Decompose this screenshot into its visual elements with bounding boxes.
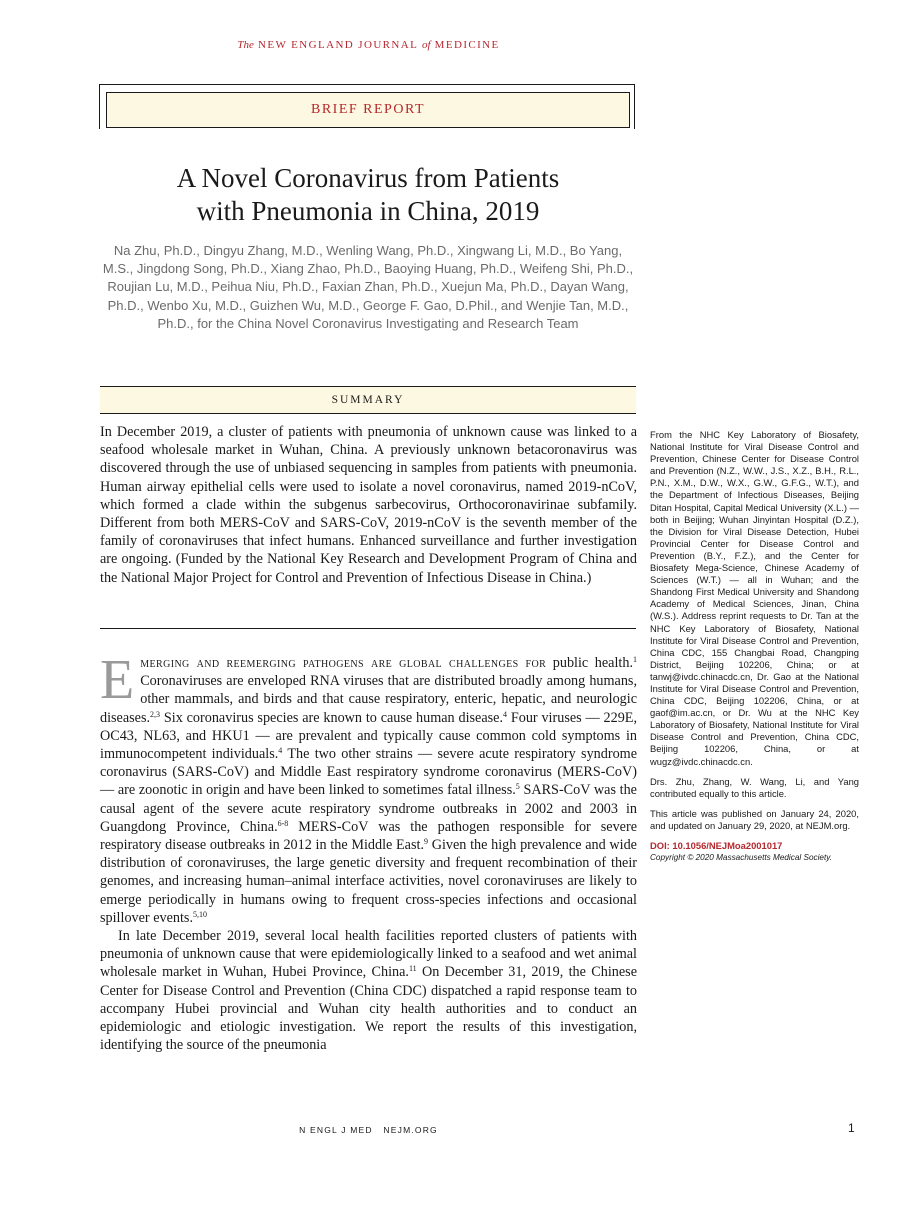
summary-heading: SUMMARY: [100, 386, 636, 414]
journal-name: NEW ENGLAND JOURNAL: [257, 39, 418, 51]
summary-divider: [100, 628, 636, 629]
publication-note: This article was published on January 24, 2020, and updated on January 29, 2020, at NEJM.org.: [650, 807, 859, 831]
report-type-label: BRIEF REPORT: [106, 92, 630, 128]
citation: 4: [278, 746, 283, 756]
article-title-line-2: with Pneumonia in China, 2019: [196, 196, 540, 226]
author-list: Na Zhu, Ph.D., Dingyu Zhang, M.D., Wenling Wang, Ph.D., Xingwang Li, M.D., Bo Yang, M.S., Jingdong Song, Ph.D., Xiang Zhao, Ph.D., Baoying Huang, Ph.D., Weifeng Shi, Ph.D., Roujian Lu, M.D., Peihua Niu, Ph.D., Faxian Zhan, Ph.D., Xuejun Ma, Ph.D., Dayan Wang, Ph.D., Wenbo Xu, M.D., Guizhen Wu, M.D., George F. Gao, D.Phil., and Wenjie Tan, M.D., Ph.D., for the China Novel Coronavirus Investigating and Research Team: [102, 243, 634, 331]
body-paragraph-2: [100, 927, 637, 1054]
article-body: [100, 649, 637, 1054]
page-number: 1: [848, 1121, 855, 1135]
citation: 5,10: [193, 909, 207, 919]
copyright-notice: Copyright © 2020 Massachusetts Medical Society.: [650, 853, 832, 863]
citation: 11: [408, 964, 417, 974]
page-footer: [100, 1125, 637, 1135]
doi-link[interactable]: DOI: 10.1056/NEJMoa2001017: [650, 840, 783, 851]
body-text-segment: The two other strains — severe acute respiratory syndrome coronavirus (SARS-CoV) and Middle East respiratory syndrome coronavirus (MERS-CoV) — are zoonotic in origin and have been linked to sometimes fatal illness.: [100, 746, 637, 799]
citation: 2,3: [150, 709, 161, 719]
journal-prefix: The: [237, 39, 254, 51]
journal-of: of: [421, 39, 431, 51]
journal-medicine: MEDICINE: [434, 39, 500, 51]
body-text-segment: On December 31, 2019, the Chinese Center for Disease Control and Prevention (China CDC) dispatched a rapid response team to accompany Hubei provincial and Wuhan city health authorities and to conduct an epidemiologic and etiologic investigation. We report the results of this investigation, identifying the source of the pneumonia: [100, 964, 637, 1054]
drop-cap: E: [100, 649, 135, 711]
article-title-line-1: A Novel Coronavirus from Patients: [176, 163, 560, 193]
lead-in-text: merging and reemerging pathogens are global challenges for: [140, 655, 547, 671]
journal-header: [100, 39, 637, 51]
citation: 4: [503, 709, 507, 719]
citation: 5: [515, 782, 520, 792]
journal-site[interactable]: NEJM.ORG: [383, 1125, 438, 1135]
body-text-segment: public health.: [546, 655, 633, 671]
body-paragraph-1: [100, 649, 637, 927]
journal-abbreviation: N ENGL J MED: [299, 1125, 373, 1135]
body-text-segment: Four viruses — 229E, OC43, NL63, and HKU1 — are prevalent and typically cause common cold symptoms in immunocompetent individuals.: [100, 709, 637, 763]
body-text-segment: Coronaviruses are enveloped RNA viruses that are distributed broadly among humans, other mammals, and birds and that cause respiratory, enteric, hepatic, and neurologic diseases.: [100, 673, 637, 726]
citation: 1: [633, 655, 637, 664]
affiliations: From the NHC Key Laboratory of Biosafety, National Institute for Viral Disease Control and Prevention, Chinese Center for Disease Control and Prevention (N.Z., W.W., J.S., X.Z., B.H., R.L., P.N., X.M., D.W., W.X., G.W., G.F.G., W.T.), and the Department of Infectious Diseases, Beijing Ditan Hospital, Capital Medical University (X.L.) — both in Beijing; Wuhan Jinyintan Hospital (D.Z.), the Division for Viral Disease Detection, Hubei Provincial Center for Disease Control and Prevention (B.Y., F.Z.), and the Center for Biosafety Mega-Science, Chinese Academy of Sciences (W.T.) — all in Wuhan; and the Shandong First Medical University and Shandong Academy of Medical Sciences, Jinan, China (W.S.). Address reprint requests to Dr. Tan at the NHC Key Laboratory of Biosafety, National Institute for Viral Disease Control and Prevention, China CDC, 155 Changbai Road, Changping District, Beijing 102206, China; or at tanwj@ivdc.chinacdc.cn, Dr. Gao at the National Institute for Viral Disease Control and Prevention, China CDC, Beijing 102206, China, or at gaof@im.ac.cn, or Dr. Wu at the NHC Key Laboratory of Biosafety, National Institute for Viral Disease Control and Prevention, China CDC, Beijing 102206, China, or at wugz@ivdc.chinacdc.cn.: [650, 429, 859, 767]
citation: 9: [424, 837, 428, 847]
body-text-segment: Six coronavirus species are known to cause human disease.: [160, 709, 503, 726]
body-text-segment: In late December 2019, several local health facilities reported clusters of patients with pneumonia of unknown cause that were epidemiologically linked to a seafood and wet animal wholesale market in Wuhan, Hubei Province, China.: [100, 928, 637, 981]
body-text-segment: MERS-CoV was the pathogen responsible for severe respiratory disease outbreaks in 2012 in the Middle East.: [100, 818, 637, 854]
body-text-segment: Given the high prevalence and wide distribution of coronaviruses, the large genetic diversity and frequent recombination of their genomes, and increasing human–animal interface activities, novel coronaviruses are likely to emerge periodically in humans owing to frequent cross-species infections and occasional spillover events.: [100, 837, 637, 926]
citation: 6-8: [277, 818, 289, 828]
summary-text: In December 2019, a cluster of patients with pneumonia of unknown cause was linked to a seafood wholesale market in Wuhan, China. A previously unknown betacoronavirus was discovered through the use of unbiased sequencing in samples from patients with pneumonia. Human airway epithelial cells were used to isolate a novel coronavirus, named 2019-nCoV, which formed a clade within the subgenus sarbecovirus, Orthocoronavirinae subfamily. Different from both MERS-CoV and SARS-CoV, 2019-nCoV is the seventh member of the family of coronaviruses that infect humans. Enhanced surveillance and further investigation are ongoing. (Funded by the National Key Research and Development Program of China and the National Major Project for Control and Prevention of Infectious Disease in China.): [100, 424, 637, 586]
article-title: [100, 162, 636, 228]
equal-contribution-note: Drs. Zhu, Zhang, W. Wang, Li, and Yang contributed equally to this article.: [650, 775, 859, 799]
author-notes-sidebar: [650, 429, 859, 872]
body-text-segment: SARS-CoV was the causal agent of the severe acute respiratory syndrome outbreaks in 2002 and 2003 in Guangdong Province, China.: [100, 782, 637, 835]
